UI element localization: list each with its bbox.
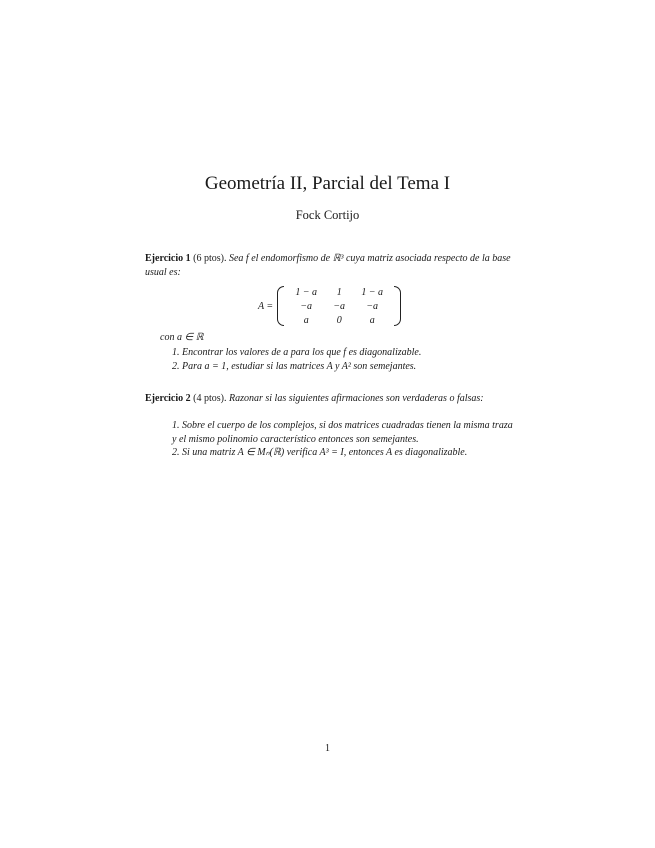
matrix-cell: 1 — [336, 286, 342, 298]
exercise-1-condition: con a ∈ ℝ — [160, 332, 204, 343]
matrix-lhs: A = — [258, 300, 274, 312]
matrix-cell: −a — [366, 300, 379, 312]
exercise-2-statement: Razonar si las siguientes afirmaciones son verdaderas o falsas: — [228, 393, 484, 404]
list-item: 2. Si una matriz A ∈ Mₙ(ℝ) verifica A³ = I, entonces A es diagonalizable. — [172, 447, 468, 458]
right-parenthesis — [394, 286, 401, 326]
exercise-2-label: Ejercicio 2 — [145, 393, 191, 404]
exercise-2 — [145, 392, 513, 406]
matrix-cell: a — [369, 314, 375, 326]
matrix-grid — [284, 286, 394, 327]
list-item: 1. Encontrar los valores de a para los que f es diagonalizable. — [172, 347, 422, 358]
exercise-1-label: Ejercicio 1 — [145, 253, 191, 264]
exercise-1-list — [172, 346, 514, 373]
matrix-cell: 1 − a — [295, 286, 318, 298]
matrix-cell: −a — [300, 300, 313, 312]
matrix-cell: −a — [333, 300, 346, 312]
page-number: 1 — [325, 743, 330, 754]
matrix-cell: 1 − a — [361, 286, 384, 298]
matrix-cell: 0 — [336, 314, 342, 326]
matrix-a — [258, 284, 401, 328]
left-parenthesis — [277, 286, 284, 326]
exercise-1 — [145, 252, 513, 279]
document-title: Geometría II, Parcial del Tema I — [204, 173, 451, 194]
document-author: Fock Cortijo — [295, 208, 360, 222]
exercise-2-points: (4 ptos). — [193, 393, 227, 404]
matrix-cell: a — [303, 314, 309, 326]
exercise-1-statement: Sea f el endomorfismo de ℝ³ cuya matriz asociada respecto de la base usual es: — [145, 253, 511, 278]
list-item: 2. Para a = 1, estudiar si las matrices A y A² son semejantes. — [172, 360, 417, 372]
exercise-2-list — [172, 419, 514, 460]
list-item: 1. Sobre el cuerpo de los complejos, si dos matrices cuadradas tienen la misma traza y el mismo polinomio característico entonces son semejantes. — [172, 420, 513, 445]
exercise-1-points: (6 ptos). — [193, 253, 227, 264]
